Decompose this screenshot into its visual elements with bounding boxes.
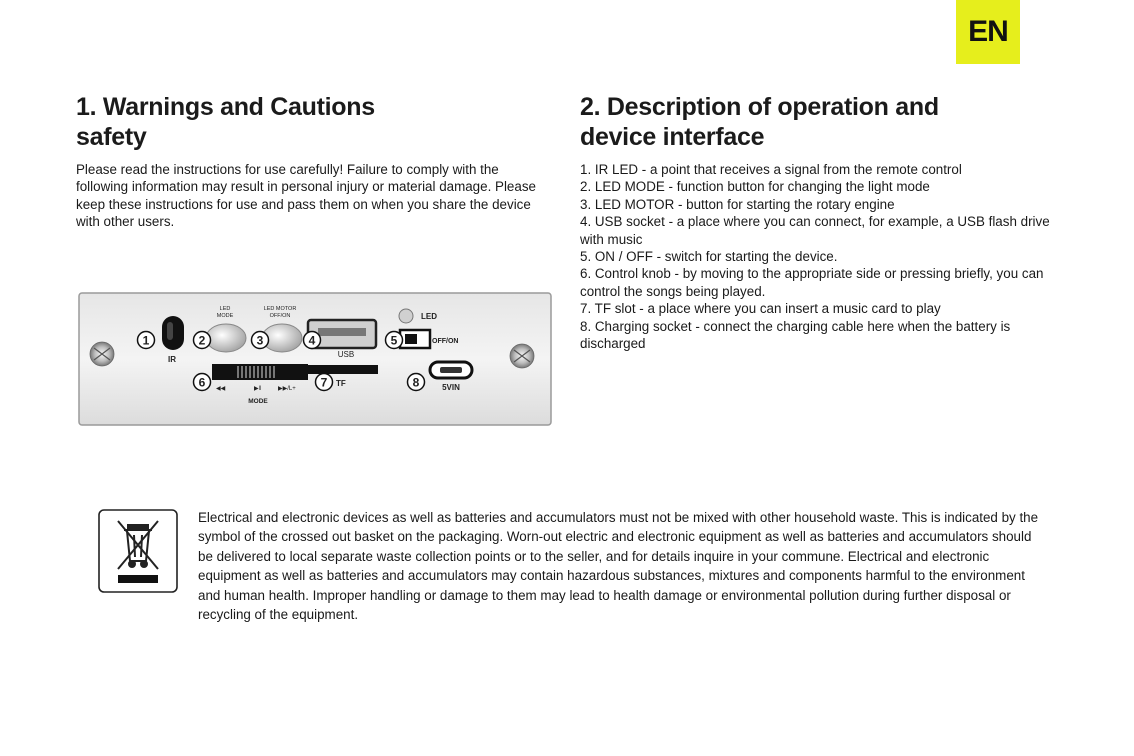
interface-item-led-mode: 2. LED MODE - function button for changing the light mode [580,179,930,195]
svg-text:4: 4 [308,333,316,348]
interface-item-led-motor: 3. LED MOTOR - button for starting the rotary engine [580,196,895,212]
svg-text:5: 5 [390,333,398,348]
label-led-mode-2: MODE [216,313,234,319]
interface-item-control-knob: 6. Control knob - by moving to the appropriate side or pressing briefly, you can control the songs being played. [580,266,1044,299]
interface-item-on-off: 5. ON / OFF - switch for starting the device. [580,249,838,265]
label-5vin: 5VIN [442,383,460,392]
label-ir: IR [168,355,176,364]
interface-list [580,161,1070,352]
led-indicator-icon [399,309,413,323]
svg-text:3: 3 [256,333,264,348]
callout-2 [194,332,211,349]
tf-slot-image [304,365,378,374]
warnings-heading-line2: safety [76,123,147,151]
label-prev: ◀◀ [216,386,226,392]
label-on-off: OFF/ON [432,338,459,345]
language-badge: EN [956,0,1020,64]
callout-5 [386,332,403,349]
label-play: ▶‖ [254,386,262,392]
label-led-motor-1: LED MOTOR [263,306,297,312]
svg-text:2: 2 [198,333,206,348]
label-mode: MODE [248,398,268,405]
label-led: LED [421,312,437,321]
svg-text:6: 6 [198,375,206,390]
label-tf: TF [336,379,346,388]
svg-text:1: 1 [142,333,150,348]
callout-6 [194,374,211,391]
callout-8 [408,374,425,391]
description-heading-line2: device interface [580,123,765,151]
description-heading-line1: 2. Description of operation and [580,93,939,121]
device-panel-image [78,292,552,426]
warnings-body: Please read the instructions for use carefully! Failure to comply with the following information may result in personal injury or material damage. Please keep these instructions for use and pass them on when you share the device with other users. [76,162,536,230]
label-led-mode-1: LED [219,306,231,312]
label-usb: USB [337,350,355,359]
control-knob-image [212,364,308,380]
screw-left-icon [90,342,114,366]
interface-item-ir-led: 1. IR LED - a point that receives a signal from the remote control [580,162,962,177]
svg-text:8: 8 [412,375,420,390]
interface-item-tf-slot: 7. TF slot - a place where you can insert a music card to play [580,301,941,317]
screw-right-icon [510,344,534,368]
crossed-out-bin-icon [98,509,178,593]
label-next: ▶▶/L+ [278,386,296,392]
warnings-heading [76,92,496,152]
callout-1 [138,332,155,349]
callout-7 [316,374,333,391]
led-mode-button-image [206,324,246,352]
svg-text:7: 7 [320,375,328,390]
description-heading [580,92,1000,152]
warnings-heading-line1: 1. Warnings and Cautions [76,93,375,121]
callout-4 [304,332,321,349]
callout-3 [252,332,269,349]
interface-item-charging: 8. Charging socket - connect the charging cable here when the battery is discharged [580,318,1011,352]
interface-item-usb: 4. USB socket - a place where you can connect, for example, a USB flash drive with music [580,214,1050,247]
disposal-notice: Electrical and electronic devices as well as batteries and accumulators must not be mixed with other household waste. This is indicated by the symbol of the crossed out basket on the packaging. Worn-out electric and electronic equipment as well as batteries and accumulators should be delivered to local separate waste collection points or to the seller, and for details inquire in your commune. Electrical and electronic equipment as well as batteries and accumulators may contain hazardous substances, mixtures and components harmful to the environment and human health. Improper handling or damage to them may lead to health damage or environmental pollution during further disposal or recycling of the equipment. [198,510,1039,623]
label-led-motor-2: OFF/ON [269,313,291,319]
